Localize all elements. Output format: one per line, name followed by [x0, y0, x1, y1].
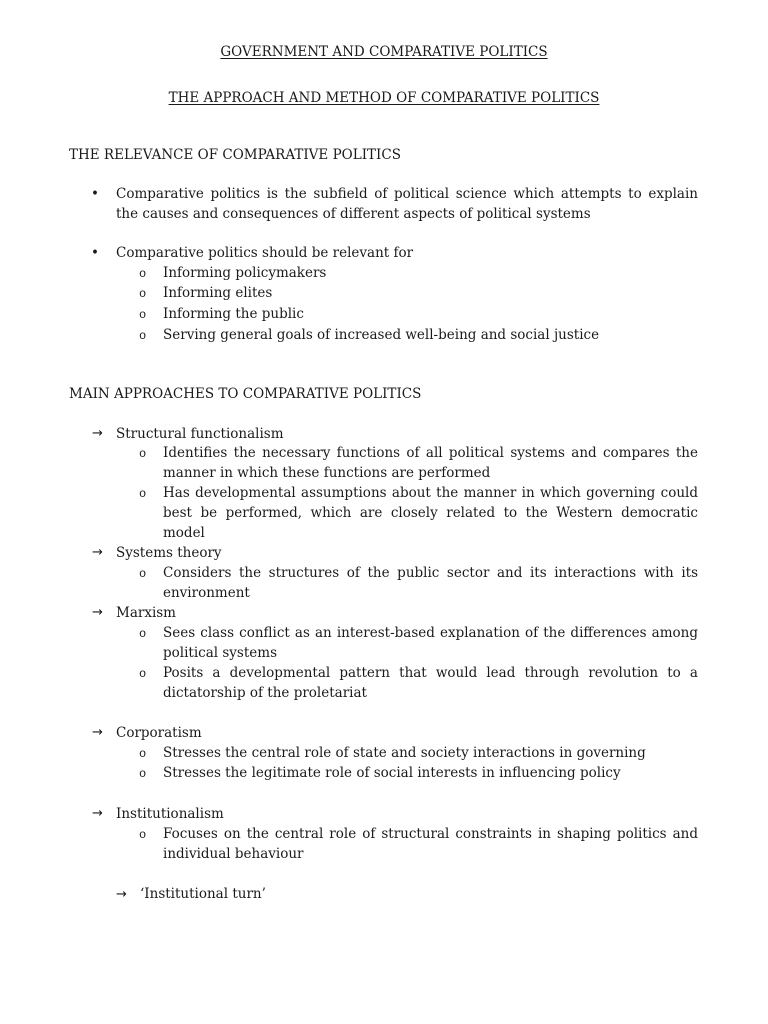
sub-bullet-item: Stresses the central role of state and society interactions in governing [163, 745, 646, 761]
section-heading-approaches: MAIN APPROACHES TO COMPARATIVE POLITICS [69, 386, 422, 402]
sub-bullet-item: Focuses on the central role of structural constraints in shaping politics and individual behaviour [163, 826, 698, 862]
bullet-marker: • [91, 245, 99, 261]
approach-label-systems: Systems theory [116, 545, 222, 561]
approach-label-marxism: Marxism [116, 605, 176, 621]
approach-label-structural: Structural functionalism [116, 426, 284, 442]
sub-bullet-marker: o [139, 747, 147, 761]
sub-bullet-marker: o [139, 487, 147, 501]
institutional-turn-label: ‘Institutional turn’ [140, 886, 266, 902]
sub-bullet-marker: o [139, 329, 147, 343]
approach-label-institutionalism: Institutionalism [116, 806, 224, 822]
bullet-marker: • [91, 186, 99, 202]
sub-bullet-item: Posits a developmental pattern that would lead through revolution to a dictatorship of the proletariat [163, 665, 698, 701]
arrow-right-icon: → [92, 545, 103, 560]
sub-bullet-item: Serving general goals of increased well-being and social justice [163, 327, 600, 343]
sub-bullet-item: Considers the structures of the public sector and its interactions with its environment [163, 565, 698, 601]
sub-bullet-item: Stresses the legitimate role of social interests in influencing policy [163, 765, 621, 781]
section-heading-relevance: THE RELEVANCE OF COMPARATIVE POLITICS [69, 147, 401, 163]
arrow-right-icon: → [116, 887, 127, 902]
sub-bullet-marker: o [139, 567, 147, 581]
bullet-item: Comparative politics is the subfield of political science which attempts to explain the causes and consequences of different aspects of political systems [116, 186, 698, 222]
sub-bullet-item: Identifies the necessary functions of all political systems and compares the manner in which these functions are performed [163, 445, 698, 481]
document-title: GOVERNMENT AND COMPARATIVE POLITICS [220, 44, 548, 60]
sub-bullet-marker: o [139, 667, 147, 681]
sub-bullet-marker: o [139, 767, 147, 781]
sub-bullet-item: Informing elites [163, 285, 273, 301]
sub-bullet-marker: o [139, 447, 147, 461]
approach-label-corporatism: Corporatism [116, 725, 202, 741]
sub-bullet-item: Informing the public [163, 306, 304, 322]
sub-bullet-item: Informing policymakers [163, 265, 327, 281]
arrow-right-icon: → [92, 806, 103, 821]
sub-bullet-marker: o [139, 287, 147, 301]
sub-bullet-marker: o [139, 828, 147, 842]
sub-bullet-item: Has developmental assumptions about the manner in which governing could best be performed, which are closely related to the Western democratic model [163, 485, 698, 541]
document-subtitle: THE APPROACH AND METHOD OF COMPARATIVE POLITICS [168, 90, 600, 106]
bullet-item: Comparative politics should be relevant for [116, 245, 414, 261]
sub-bullet-item: Sees class conflict as an interest-based explanation of the differences among political systems [163, 625, 698, 661]
arrow-right-icon: → [92, 725, 103, 740]
arrow-right-icon: → [92, 605, 103, 620]
sub-bullet-marker: o [139, 267, 147, 281]
arrow-right-icon: → [92, 426, 103, 441]
sub-bullet-marker: o [139, 627, 147, 641]
sub-bullet-marker: o [139, 308, 147, 322]
